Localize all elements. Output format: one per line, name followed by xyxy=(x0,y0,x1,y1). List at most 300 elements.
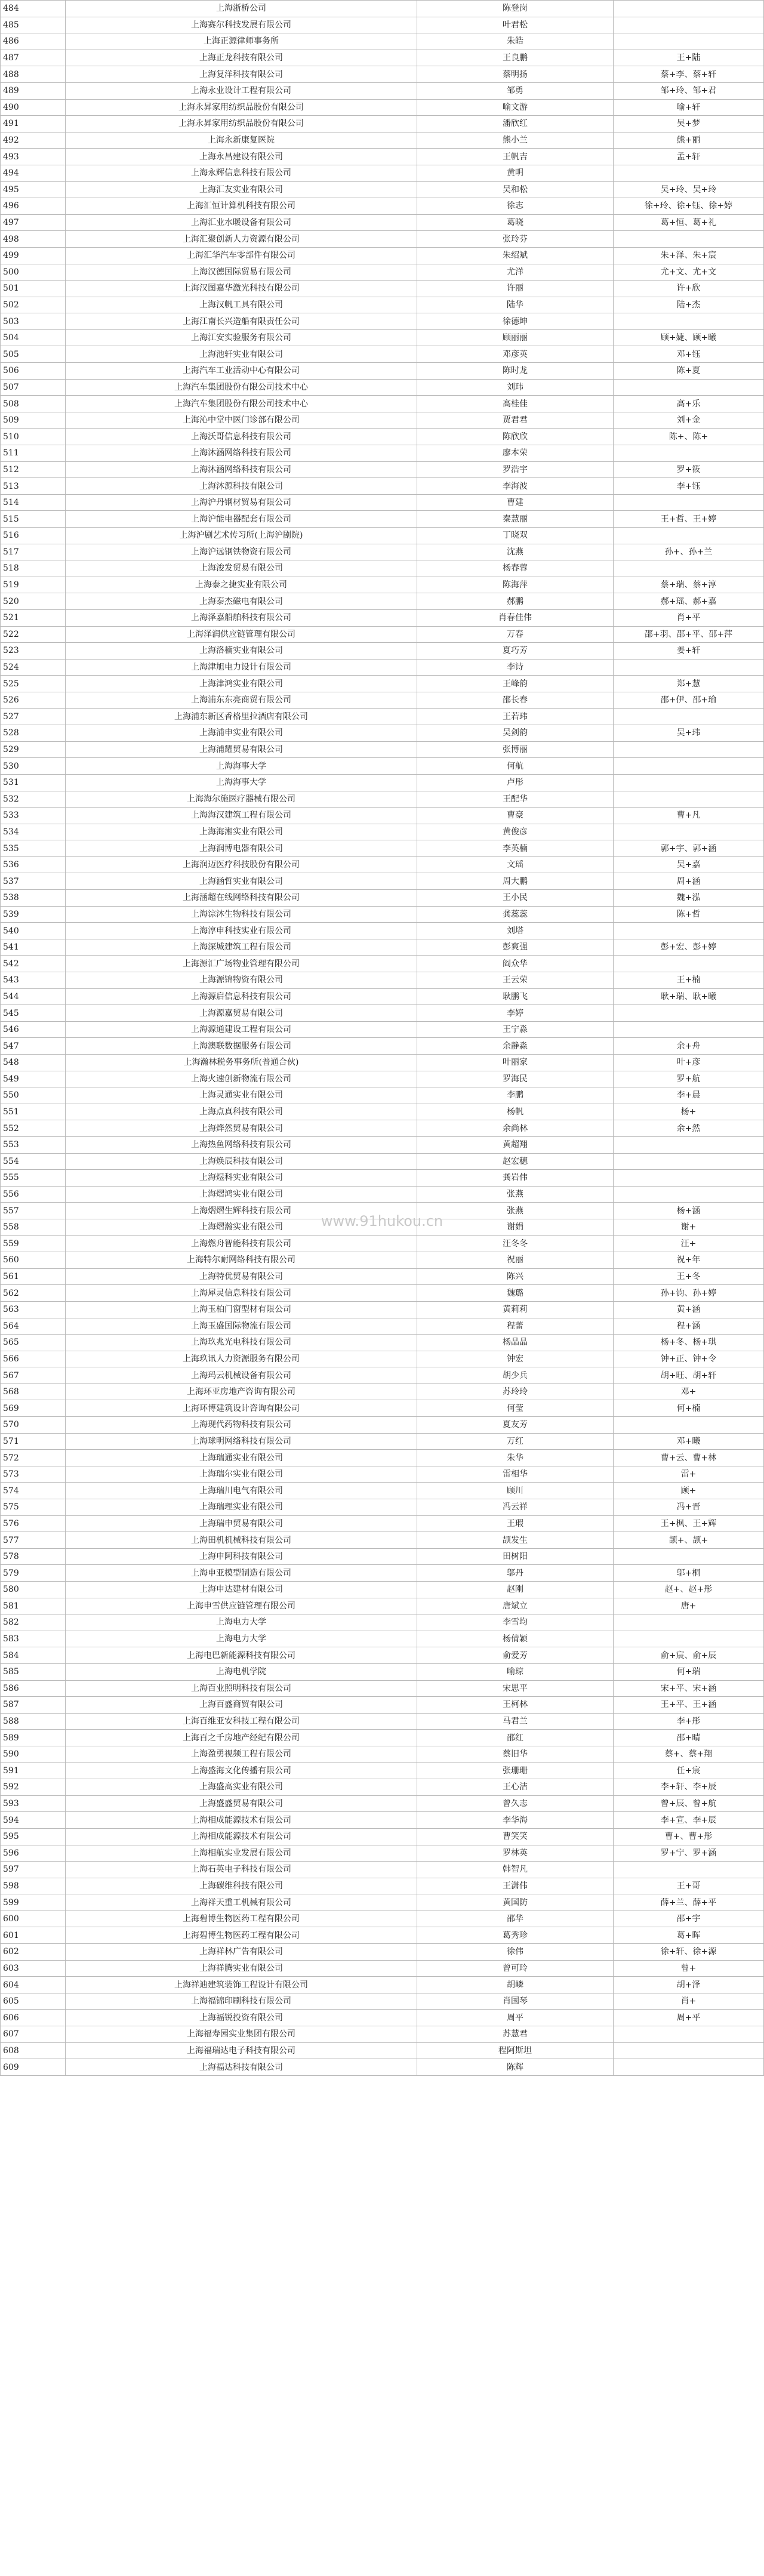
table-row xyxy=(1,1845,764,1862)
row-number: 572 xyxy=(1,1450,66,1466)
family-members xyxy=(614,2026,764,2043)
row-number: 564 xyxy=(1,1318,66,1335)
row-number: 486 xyxy=(1,33,66,50)
row-number: 607 xyxy=(1,2026,66,2043)
person-name: 周大鹏 xyxy=(417,873,614,890)
table-row xyxy=(1,379,764,396)
company-name: 上海熠熠生辉科技有限公司 xyxy=(66,1203,417,1219)
company-name: 上海熠瀚实业有限公司 xyxy=(66,1219,417,1235)
company-name: 上海浦申实业有限公司 xyxy=(66,725,417,742)
table-row xyxy=(1,511,764,528)
row-number: 492 xyxy=(1,132,66,149)
company-name: 上海瀚林税务事务所(普通合伙) xyxy=(66,1055,417,1071)
person-name: 唐斌立 xyxy=(417,1598,614,1614)
table-row xyxy=(1,1548,764,1565)
family-members xyxy=(614,2059,764,2076)
person-name: 朱华 xyxy=(417,1450,614,1466)
row-number: 560 xyxy=(1,1252,66,1269)
family-members xyxy=(614,1862,764,1878)
person-name: 张玲芬 xyxy=(417,231,614,248)
table-row xyxy=(1,1,764,17)
company-name: 上海玖兆光电科技有限公司 xyxy=(66,1335,417,1351)
family-members: 顾+婕、顾+曦 xyxy=(614,329,764,346)
family-members: 罗+筱 xyxy=(614,461,764,478)
company-name: 上海福瑞达电子科技有限公司 xyxy=(66,2042,417,2059)
table-row xyxy=(1,247,764,264)
company-name: 上海福达科技有限公司 xyxy=(66,2059,417,2076)
family-members: 王+哲、王+婷 xyxy=(614,511,764,528)
table-row xyxy=(1,1351,764,1367)
family-members xyxy=(614,824,764,840)
family-members: 王+冬 xyxy=(614,1268,764,1285)
company-name: 上海汽车集团股份有限公司技术中心 xyxy=(66,396,417,412)
family-members: 徐+玲、徐+钰、徐+婷 xyxy=(614,198,764,215)
registry-rows xyxy=(1,1,764,2076)
table-row xyxy=(1,1383,764,1400)
row-number: 531 xyxy=(1,774,66,791)
table-row xyxy=(1,1598,764,1614)
family-members: 祝+年 xyxy=(614,1252,764,1269)
table-row xyxy=(1,2026,764,2043)
table-row xyxy=(1,1697,764,1714)
row-number: 542 xyxy=(1,956,66,972)
row-number: 533 xyxy=(1,808,66,824)
table-row xyxy=(1,1911,764,1927)
person-name: 徐德坤 xyxy=(417,313,614,330)
table-row xyxy=(1,544,764,560)
family-members: 叶+彦 xyxy=(614,1055,764,1071)
row-number: 496 xyxy=(1,198,66,215)
person-name: 雷相华 xyxy=(417,1466,614,1483)
row-number: 562 xyxy=(1,1285,66,1302)
family-members xyxy=(614,1,764,17)
company-name: 上海汉德国际贸易有限公司 xyxy=(66,264,417,281)
person-name: 马君兰 xyxy=(417,1713,614,1730)
table-row xyxy=(1,972,764,989)
family-members: 邹+玲、邹+君 xyxy=(614,82,764,99)
company-name: 上海祥腾实业有限公司 xyxy=(66,1960,417,1977)
row-number: 524 xyxy=(1,659,66,676)
person-name: 许丽 xyxy=(417,281,614,297)
table-row xyxy=(1,66,764,83)
company-name: 上海田机机械科技有限公司 xyxy=(66,1532,417,1549)
company-name: 上海沐涵网络科技有限公司 xyxy=(66,461,417,478)
company-name: 上海环亚房地产咨询有限公司 xyxy=(66,1383,417,1400)
company-name: 上海源锦物资有限公司 xyxy=(66,972,417,989)
person-name: 颉发生 xyxy=(417,1532,614,1549)
table-row xyxy=(1,1071,764,1087)
family-members: 孙+、孙+兰 xyxy=(614,544,764,560)
family-members xyxy=(614,1417,764,1434)
person-name: 程阿斯坦 xyxy=(417,2042,614,2059)
person-name: 邹勇 xyxy=(417,82,614,99)
family-members: 冯+晋 xyxy=(614,1499,764,1516)
row-number: 540 xyxy=(1,923,66,939)
family-members: 黄+涵 xyxy=(614,1301,764,1318)
row-number: 539 xyxy=(1,906,66,923)
company-name: 上海沪能电器配套有限公司 xyxy=(66,511,417,528)
table-row xyxy=(1,1894,764,1911)
row-number: 525 xyxy=(1,676,66,692)
row-number: 571 xyxy=(1,1433,66,1450)
family-members: 吴+玲、吴+玲 xyxy=(614,181,764,198)
person-name: 王良鹏 xyxy=(417,50,614,66)
table-row xyxy=(1,1944,764,1961)
row-number: 514 xyxy=(1,494,66,511)
row-number: 512 xyxy=(1,461,66,478)
table-row xyxy=(1,840,764,857)
company-name: 上海源启信息科技有限公司 xyxy=(66,988,417,1005)
person-name: 胡嶙 xyxy=(417,1977,614,1993)
company-name: 上海申雪供应链管理有限公司 xyxy=(66,1598,417,1614)
family-members: 罗+宁、罗+涵 xyxy=(614,1845,764,1862)
table-row xyxy=(1,165,764,181)
company-name: 上海江南长兴造船有限责任公司 xyxy=(66,313,417,330)
family-members: 赵+、赵+彤 xyxy=(614,1582,764,1598)
person-name: 王宁淼 xyxy=(417,1021,614,1038)
person-name: 曾久志 xyxy=(417,1795,614,1812)
person-name: 吴和松 xyxy=(417,181,614,198)
company-name: 上海现代药物科技有限公司 xyxy=(66,1417,417,1434)
family-members: 尤+文、尤+文 xyxy=(614,264,764,281)
family-members: 杨+ xyxy=(614,1104,764,1120)
person-name: 苏玲玲 xyxy=(417,1383,614,1400)
table-row xyxy=(1,494,764,511)
table-row xyxy=(1,758,764,775)
person-name: 王若玮 xyxy=(417,708,614,725)
row-number: 574 xyxy=(1,1483,66,1499)
family-members: 汪+ xyxy=(614,1235,764,1252)
family-members xyxy=(614,923,764,939)
table-row xyxy=(1,1450,764,1466)
company-name: 上海瑞尔实业有限公司 xyxy=(66,1466,417,1483)
family-members: 余+舟 xyxy=(614,1038,764,1055)
person-name: 喻琼 xyxy=(417,1663,614,1680)
person-name: 叶君松 xyxy=(417,17,614,33)
company-name: 上海海尔施医疗器械有限公司 xyxy=(66,791,417,808)
family-members xyxy=(614,708,764,725)
person-name: 文瑶 xyxy=(417,856,614,873)
family-members: 薛+兰、薛+平 xyxy=(614,1894,764,1911)
row-number: 583 xyxy=(1,1631,66,1647)
row-number: 498 xyxy=(1,231,66,248)
row-number: 495 xyxy=(1,181,66,198)
table-row xyxy=(1,1565,764,1582)
table-row xyxy=(1,1927,764,1944)
table-row xyxy=(1,1203,764,1219)
table-row xyxy=(1,528,764,544)
family-members: 葛+恒、葛+礼 xyxy=(614,214,764,231)
row-number: 586 xyxy=(1,1680,66,1697)
company-name: 上海烨然贸易有限公司 xyxy=(66,1120,417,1137)
person-name: 陈欣欣 xyxy=(417,429,614,445)
table-row xyxy=(1,923,764,939)
company-name: 上海正龙科技有限公司 xyxy=(66,50,417,66)
company-name: 上海汇华汽车零部件有限公司 xyxy=(66,247,417,264)
table-row xyxy=(1,1466,764,1483)
person-name: 夏友芳 xyxy=(417,1417,614,1434)
family-members: 陆+杰 xyxy=(614,297,764,313)
row-number: 553 xyxy=(1,1136,66,1153)
company-name: 上海盈勇视频工程有限公司 xyxy=(66,1746,417,1762)
row-number: 522 xyxy=(1,626,66,643)
table-row xyxy=(1,1301,764,1318)
table-row xyxy=(1,708,764,725)
company-name: 上海源汇广场物业管理有限公司 xyxy=(66,956,417,972)
table-row xyxy=(1,1219,764,1235)
row-number: 511 xyxy=(1,445,66,462)
row-number: 552 xyxy=(1,1120,66,1137)
row-number: 603 xyxy=(1,1960,66,1977)
table-row xyxy=(1,329,764,346)
row-number: 602 xyxy=(1,1944,66,1961)
table-row xyxy=(1,17,764,33)
person-name: 罗海民 xyxy=(417,1071,614,1087)
table-row xyxy=(1,1136,764,1153)
person-name: 黄超翔 xyxy=(417,1136,614,1153)
row-number: 520 xyxy=(1,593,66,610)
company-name: 上海汇业水暖设备有限公司 xyxy=(66,214,417,231)
company-name: 上海汉图嘉华激光科技有限公司 xyxy=(66,281,417,297)
family-members: 郭+宇、郭+涵 xyxy=(614,840,764,857)
table-row xyxy=(1,593,764,610)
company-name: 上海碧博生物医药工程有限公司 xyxy=(66,1927,417,1944)
row-number: 595 xyxy=(1,1828,66,1845)
family-members: 曹+凡 xyxy=(614,808,764,824)
table-row xyxy=(1,1367,764,1384)
table-row xyxy=(1,939,764,956)
family-members: 何+楠 xyxy=(614,1400,764,1417)
company-name: 上海电力大学 xyxy=(66,1614,417,1631)
company-name: 上海瑞理实业有限公司 xyxy=(66,1499,417,1516)
table-row xyxy=(1,1483,764,1499)
person-name: 王帆吉 xyxy=(417,149,614,165)
row-number: 515 xyxy=(1,511,66,528)
family-members xyxy=(614,1170,764,1187)
family-members: 邬+桐 xyxy=(614,1565,764,1582)
person-name: 谢娟 xyxy=(417,1219,614,1235)
company-name: 上海永辉信息科技有限公司 xyxy=(66,165,417,181)
family-members: 邓+曦 xyxy=(614,1433,764,1450)
row-number: 527 xyxy=(1,708,66,725)
person-name: 秦慧丽 xyxy=(417,511,614,528)
person-name: 蔡旧华 xyxy=(417,1746,614,1762)
company-name: 上海相成能源技术有限公司 xyxy=(66,1828,417,1845)
family-members xyxy=(614,741,764,758)
company-name: 上海电机学院 xyxy=(66,1663,417,1680)
row-number: 579 xyxy=(1,1565,66,1582)
person-name: 万红 xyxy=(417,1433,614,1450)
person-name: 汪冬冬 xyxy=(417,1235,614,1252)
family-members: 邵+宇 xyxy=(614,1911,764,1927)
table-row xyxy=(1,1055,764,1071)
person-name: 刘玮 xyxy=(417,379,614,396)
row-number: 487 xyxy=(1,50,66,66)
company-name: 上海永昇家用纺织品股份有限公司 xyxy=(66,116,417,133)
person-name: 曹建 xyxy=(417,494,614,511)
company-name: 上海特尔耐网络科技有限公司 xyxy=(66,1252,417,1269)
company-name: 上海申达建材有限公司 xyxy=(66,1582,417,1598)
family-members: 邵+羽、邵+平、邵+萍 xyxy=(614,626,764,643)
row-number: 554 xyxy=(1,1153,66,1170)
person-name: 余静淼 xyxy=(417,1038,614,1055)
row-number: 523 xyxy=(1,643,66,660)
row-number: 591 xyxy=(1,1762,66,1779)
table-row xyxy=(1,741,764,758)
company-name: 上海盛海文化传播有限公司 xyxy=(66,1762,417,1779)
person-name: 王小民 xyxy=(417,890,614,907)
table-row xyxy=(1,99,764,116)
person-name: 程蕾 xyxy=(417,1318,614,1335)
company-name: 上海沐涵网络科技有限公司 xyxy=(66,445,417,462)
row-number: 537 xyxy=(1,873,66,890)
company-name: 上海海事大学 xyxy=(66,758,417,775)
person-name: 熊小兰 xyxy=(417,132,614,149)
table-row xyxy=(1,725,764,742)
table-row xyxy=(1,214,764,231)
person-name: 张燕 xyxy=(417,1203,614,1219)
table-row xyxy=(1,445,764,462)
person-name: 葛晓 xyxy=(417,214,614,231)
row-number: 505 xyxy=(1,346,66,363)
table-row xyxy=(1,1647,764,1664)
company-name: 上海焕辰科技有限公司 xyxy=(66,1153,417,1170)
table-row xyxy=(1,1515,764,1532)
table-row xyxy=(1,890,764,907)
person-name: 沈燕 xyxy=(417,544,614,560)
person-name: 苏慧君 xyxy=(417,2026,614,2043)
family-members: 雷+ xyxy=(614,1466,764,1483)
family-members: 许+欣 xyxy=(614,281,764,297)
table-row xyxy=(1,231,764,248)
family-members: 杨+冬、杨+琪 xyxy=(614,1335,764,1351)
table-row xyxy=(1,1746,764,1762)
family-members: 程+涵 xyxy=(614,1318,764,1335)
company-name: 上海百维亚安科技工程有限公司 xyxy=(66,1713,417,1730)
company-name: 上海石英电子科技有限公司 xyxy=(66,1862,417,1878)
row-number: 499 xyxy=(1,247,66,264)
row-number: 578 xyxy=(1,1548,66,1565)
person-name: 王瑕 xyxy=(417,1515,614,1532)
company-name: 上海电力大学 xyxy=(66,1631,417,1647)
person-name: 李鹏 xyxy=(417,1087,614,1104)
family-members xyxy=(614,1631,764,1647)
family-members xyxy=(614,659,764,676)
table-row xyxy=(1,988,764,1005)
row-number: 507 xyxy=(1,379,66,396)
company-name: 上海火速创新物流有限公司 xyxy=(66,1071,417,1087)
company-name: 上海沪剧艺术传习所(上海沪剧院) xyxy=(66,528,417,544)
table-row xyxy=(1,1235,764,1252)
row-number: 535 xyxy=(1,840,66,857)
table-row xyxy=(1,906,764,923)
person-name: 宋思平 xyxy=(417,1680,614,1697)
family-members: 郝+瑶、郝+嘉 xyxy=(614,593,764,610)
family-members xyxy=(614,379,764,396)
family-members: 葛+晖 xyxy=(614,1927,764,1944)
table-row xyxy=(1,478,764,495)
person-name: 陈时龙 xyxy=(417,363,614,380)
row-number: 597 xyxy=(1,1862,66,1878)
table-row xyxy=(1,873,764,890)
row-number: 538 xyxy=(1,890,66,907)
company-name: 上海永昇家用纺织品股份有限公司 xyxy=(66,99,417,116)
row-number: 489 xyxy=(1,82,66,99)
family-members: 邵+晴 xyxy=(614,1730,764,1746)
family-members: 顾+ xyxy=(614,1483,764,1499)
row-number: 584 xyxy=(1,1647,66,1664)
company-name: 上海涵超在线网络科技有限公司 xyxy=(66,890,417,907)
company-name: 上海江安实验服务有限公司 xyxy=(66,329,417,346)
family-members: 吴+嘉 xyxy=(614,856,764,873)
company-name: 上海犀灵信息科技有限公司 xyxy=(66,1285,417,1302)
family-members: 蔡+、蔡+翔 xyxy=(614,1746,764,1762)
family-members: 彭+宏、彭+婷 xyxy=(614,939,764,956)
person-name: 陈海萍 xyxy=(417,577,614,593)
company-name: 上海汽车集团股份有限公司技术中心 xyxy=(66,379,417,396)
row-number: 556 xyxy=(1,1186,66,1203)
table-row xyxy=(1,1614,764,1631)
person-name: 王云荣 xyxy=(417,972,614,989)
person-name: 李婷 xyxy=(417,1005,614,1022)
person-name: 李英楠 xyxy=(417,840,614,857)
family-members: 吴+玮 xyxy=(614,725,764,742)
company-name: 上海盛盛贸易有限公司 xyxy=(66,1795,417,1812)
company-name: 上海玉柏门窗型材有限公司 xyxy=(66,1301,417,1318)
person-name: 胡少兵 xyxy=(417,1367,614,1384)
person-name: 邵华 xyxy=(417,1911,614,1927)
person-name: 魏璐 xyxy=(417,1285,614,1302)
company-name: 上海汇聚创新人力资源有限公司 xyxy=(66,231,417,248)
person-name: 余尚林 xyxy=(417,1120,614,1137)
row-number: 536 xyxy=(1,856,66,873)
family-members: 周+平 xyxy=(614,2010,764,2026)
row-number: 544 xyxy=(1,988,66,1005)
person-name: 朱绍斌 xyxy=(417,247,614,264)
table-row xyxy=(1,692,764,708)
table-row xyxy=(1,1862,764,1878)
row-number: 596 xyxy=(1,1845,66,1862)
table-row xyxy=(1,1812,764,1829)
row-number: 567 xyxy=(1,1367,66,1384)
table-row xyxy=(1,412,764,429)
person-name: 郝鹏 xyxy=(417,593,614,610)
person-name: 葛秀珍 xyxy=(417,1927,614,1944)
company-name: 上海碧博生物医药工程有限公司 xyxy=(66,1911,417,1927)
table-row xyxy=(1,824,764,840)
family-members: 曾+辰、曾+航 xyxy=(614,1795,764,1812)
family-members: 陈+、陈+ xyxy=(614,429,764,445)
table-row xyxy=(1,1087,764,1104)
row-number: 502 xyxy=(1,297,66,313)
table-row xyxy=(1,1005,764,1022)
person-name: 叶丽家 xyxy=(417,1055,614,1071)
company-name: 上海点真科技有限公司 xyxy=(66,1104,417,1120)
person-name: 邓彦英 xyxy=(417,346,614,363)
table-row xyxy=(1,1680,764,1697)
row-number: 575 xyxy=(1,1499,66,1516)
family-members xyxy=(614,1005,764,1022)
table-row xyxy=(1,956,764,972)
row-number: 509 xyxy=(1,412,66,429)
table-row xyxy=(1,1878,764,1894)
company-name: 上海汇恒计算机科技有限公司 xyxy=(66,198,417,215)
family-members: 唐+ xyxy=(614,1598,764,1614)
company-name: 上海福锐投资有限公司 xyxy=(66,2010,417,2026)
company-name: 上海相航实业发展有限公司 xyxy=(66,1845,417,1862)
family-members: 徐+轩、徐+源 xyxy=(614,1944,764,1961)
person-name: 阎众华 xyxy=(417,956,614,972)
